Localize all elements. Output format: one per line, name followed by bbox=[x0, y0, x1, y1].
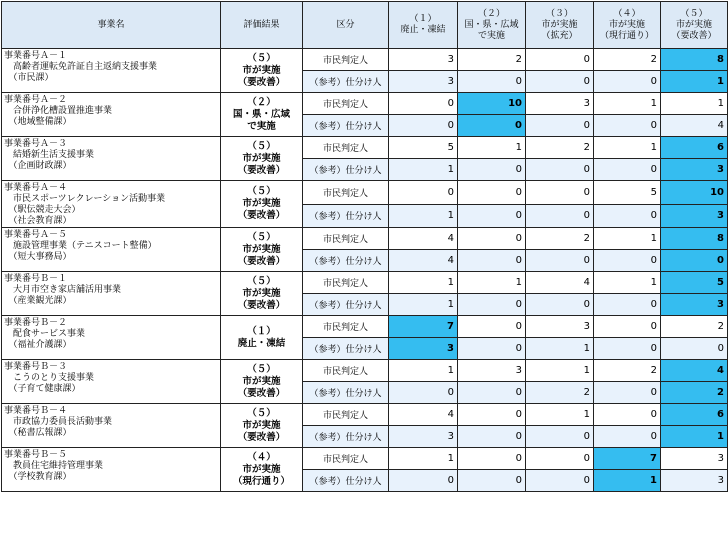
table-row-citizen bbox=[2, 316, 728, 338]
vote-count-reference: 0 bbox=[526, 71, 594, 93]
vote-count-citizen: 1 bbox=[458, 272, 526, 294]
vote-count-reference: 0 bbox=[389, 115, 458, 137]
project-name: 事業番号Ａ－５ 施設管理事業（テニスコート整備） （短大事務局） bbox=[2, 228, 221, 272]
vote-count-reference: 0 bbox=[458, 159, 526, 181]
vote-count-reference: 0 bbox=[526, 250, 594, 272]
vote-count-reference: 0 bbox=[594, 115, 661, 137]
table-header-row bbox=[2, 2, 728, 49]
category-citizen: 市民判定人 bbox=[303, 49, 389, 71]
project-name: 事業番号Ａ－３ 結婚新生活支援事業 （企画財政課） bbox=[2, 137, 221, 181]
vote-count-reference: 0 bbox=[389, 382, 458, 404]
evaluation-result: （４） 市が実施 （現行通り） bbox=[221, 448, 303, 492]
vote-count-citizen: 3 bbox=[389, 49, 458, 71]
vote-count-reference: 2 bbox=[526, 382, 594, 404]
category-reference: （参考）仕分け人 bbox=[303, 382, 389, 404]
table-row-citizen bbox=[2, 228, 728, 250]
vote-count-reference: 0 bbox=[594, 426, 661, 448]
evaluation-result: （５） 市が実施 （要改善） bbox=[221, 404, 303, 448]
category-reference: （参考）仕分け人 bbox=[303, 250, 389, 272]
vote-count-reference: 0 bbox=[458, 426, 526, 448]
evaluation-result: （５） 市が実施 （要改善） bbox=[221, 49, 303, 93]
vote-count-reference: 0 bbox=[458, 382, 526, 404]
project-name: 事業番号Ｂ－５ 教員住宅維持管理事業 （学校教育課） bbox=[2, 448, 221, 492]
vote-count-citizen: 4 bbox=[526, 272, 594, 294]
vote-count-citizen: 6 bbox=[661, 404, 728, 426]
vote-count-citizen: 2 bbox=[526, 137, 594, 159]
evaluation-result: （５） 市が実施 （要改善） bbox=[221, 360, 303, 404]
vote-count-reference: 3 bbox=[661, 470, 728, 492]
vote-count-citizen: 5 bbox=[661, 272, 728, 294]
vote-count-citizen: 2 bbox=[594, 49, 661, 71]
category-citizen: 市民判定人 bbox=[303, 448, 389, 470]
vote-count-citizen: 10 bbox=[661, 181, 728, 205]
vote-count-reference: 3 bbox=[661, 204, 728, 228]
vote-count-citizen: 0 bbox=[526, 49, 594, 71]
table-row-citizen bbox=[2, 360, 728, 382]
vote-count-citizen: 0 bbox=[458, 404, 526, 426]
vote-count-citizen: 4 bbox=[389, 404, 458, 426]
evaluation-result: （２） 国・県・広域 で実施 bbox=[221, 93, 303, 137]
vote-count-reference: 1 bbox=[389, 204, 458, 228]
vote-count-citizen: 7 bbox=[389, 316, 458, 338]
vote-count-reference: 0 bbox=[526, 470, 594, 492]
vote-count-citizen: 1 bbox=[526, 404, 594, 426]
vote-count-citizen: 1 bbox=[389, 448, 458, 470]
vote-count-reference: 4 bbox=[389, 250, 458, 272]
category-reference: （参考）仕分け人 bbox=[303, 470, 389, 492]
evaluation-result: （５） 市が実施 （要改善） bbox=[221, 228, 303, 272]
table-row-citizen bbox=[2, 93, 728, 115]
vote-count-citizen: 3 bbox=[526, 93, 594, 115]
header-result: 評価結果 bbox=[221, 2, 303, 49]
vote-count-reference: 0 bbox=[594, 338, 661, 360]
vote-count-reference: 3 bbox=[661, 159, 728, 181]
vote-count-reference: 0 bbox=[594, 382, 661, 404]
vote-count-citizen: 1 bbox=[458, 137, 526, 159]
category-reference: （参考）仕分け人 bbox=[303, 204, 389, 228]
vote-count-citizen: 10 bbox=[458, 93, 526, 115]
header-col-abolish: （１） 廃止・凍結 bbox=[389, 2, 458, 49]
vote-count-citizen: 0 bbox=[389, 181, 458, 205]
vote-count-citizen: 0 bbox=[458, 448, 526, 470]
table-row-citizen bbox=[2, 448, 728, 470]
vote-count-citizen: 5 bbox=[389, 137, 458, 159]
evaluation-result: （５） 市が実施 （要改善） bbox=[221, 181, 303, 228]
vote-count-reference: 0 bbox=[458, 250, 526, 272]
vote-count-reference: 1 bbox=[389, 159, 458, 181]
vote-count-citizen: 0 bbox=[594, 404, 661, 426]
vote-count-citizen: 7 bbox=[594, 448, 661, 470]
vote-count-reference: 0 bbox=[526, 204, 594, 228]
vote-count-citizen: 2 bbox=[594, 360, 661, 382]
vote-count-citizen: 3 bbox=[458, 360, 526, 382]
vote-count-citizen: 3 bbox=[661, 448, 728, 470]
vote-count-citizen: 8 bbox=[661, 49, 728, 71]
category-reference: （参考）仕分け人 bbox=[303, 115, 389, 137]
vote-count-citizen: 0 bbox=[458, 228, 526, 250]
vote-count-citizen: 1 bbox=[594, 272, 661, 294]
table-row-citizen bbox=[2, 272, 728, 294]
category-citizen: 市民判定人 bbox=[303, 93, 389, 115]
vote-count-citizen: 0 bbox=[526, 181, 594, 205]
project-name: 事業番号Ａ－２ 合併浄化槽設置推進事業 （地域整備課） bbox=[2, 93, 221, 137]
vote-count-reference: 2 bbox=[661, 382, 728, 404]
vote-count-reference: 0 bbox=[526, 426, 594, 448]
vote-count-reference: 0 bbox=[526, 115, 594, 137]
vote-count-reference: 0 bbox=[389, 470, 458, 492]
vote-count-reference: 0 bbox=[594, 159, 661, 181]
evaluation-table bbox=[1, 1, 728, 492]
vote-count-reference: 0 bbox=[458, 115, 526, 137]
vote-count-reference: 1 bbox=[661, 71, 728, 93]
vote-count-citizen: 0 bbox=[389, 93, 458, 115]
vote-count-reference: 0 bbox=[594, 204, 661, 228]
category-reference: （参考）仕分け人 bbox=[303, 294, 389, 316]
vote-count-reference: 1 bbox=[526, 338, 594, 360]
vote-count-citizen: 2 bbox=[661, 316, 728, 338]
project-name: 事業番号Ｂ－４ 市政協力委員長活動事業 （秘書広報課） bbox=[2, 404, 221, 448]
vote-count-citizen: 1 bbox=[389, 272, 458, 294]
category-citizen: 市民判定人 bbox=[303, 404, 389, 426]
vote-count-citizen: 1 bbox=[594, 93, 661, 115]
vote-count-citizen: 1 bbox=[594, 228, 661, 250]
header-category: 区分 bbox=[303, 2, 389, 49]
vote-count-citizen: 0 bbox=[458, 181, 526, 205]
vote-count-reference: 3 bbox=[389, 71, 458, 93]
vote-count-reference: 0 bbox=[458, 204, 526, 228]
vote-count-citizen: 1 bbox=[526, 360, 594, 382]
header-col-current: （４） 市が実施 （現行通り） bbox=[594, 2, 661, 49]
vote-count-reference: 0 bbox=[458, 338, 526, 360]
project-name: 事業番号Ｂ－２ 配食サービス事業 （福祉介護課） bbox=[2, 316, 221, 360]
vote-count-reference: 0 bbox=[526, 159, 594, 181]
vote-count-citizen: 4 bbox=[389, 228, 458, 250]
vote-count-reference: 0 bbox=[661, 338, 728, 360]
vote-count-citizen: 3 bbox=[526, 316, 594, 338]
vote-count-reference: 1 bbox=[661, 426, 728, 448]
vote-count-citizen: 2 bbox=[526, 228, 594, 250]
table-row-citizen bbox=[2, 137, 728, 159]
vote-count-reference: 0 bbox=[458, 470, 526, 492]
header-col-national: （２） 国・県・広域 で実施 bbox=[458, 2, 526, 49]
vote-count-reference: 3 bbox=[389, 338, 458, 360]
vote-count-reference: 0 bbox=[661, 250, 728, 272]
vote-count-citizen: 5 bbox=[594, 181, 661, 205]
category-citizen: 市民判定人 bbox=[303, 228, 389, 250]
vote-count-citizen: 1 bbox=[661, 93, 728, 115]
vote-count-citizen: 8 bbox=[661, 228, 728, 250]
vote-count-reference: 4 bbox=[661, 115, 728, 137]
project-name: 事業番号Ａ－４ 市民スポーツレクレーション活動事業 （駅伝競走大会） （社会教育課） bbox=[2, 181, 221, 228]
evaluation-result: （５） 市が実施 （要改善） bbox=[221, 137, 303, 181]
header-col-expand: （３） 市が実施 （拡充） bbox=[526, 2, 594, 49]
vote-count-reference: 3 bbox=[389, 426, 458, 448]
vote-count-citizen: 2 bbox=[458, 49, 526, 71]
project-name: 事業番号Ｂ－１ 大月市空き家店舗活用事業 （産業観光課） bbox=[2, 272, 221, 316]
vote-count-reference: 0 bbox=[594, 294, 661, 316]
category-reference: （参考）仕分け人 bbox=[303, 159, 389, 181]
vote-count-reference: 0 bbox=[458, 294, 526, 316]
project-name: 事業番号Ｂ－３ こうのとり支援事業 （子育て健康課） bbox=[2, 360, 221, 404]
category-reference: （参考）仕分け人 bbox=[303, 338, 389, 360]
vote-count-reference: 3 bbox=[661, 294, 728, 316]
vote-count-citizen: 0 bbox=[526, 448, 594, 470]
evaluation-result: （５） 市が実施 （要改善） bbox=[221, 272, 303, 316]
vote-count-reference: 0 bbox=[594, 250, 661, 272]
category-citizen: 市民判定人 bbox=[303, 181, 389, 205]
category-reference: （参考）仕分け人 bbox=[303, 71, 389, 93]
vote-count-citizen: 1 bbox=[389, 360, 458, 382]
table-row-citizen bbox=[2, 181, 728, 205]
category-reference: （参考）仕分け人 bbox=[303, 426, 389, 448]
vote-count-reference: 0 bbox=[458, 71, 526, 93]
vote-count-citizen: 0 bbox=[594, 316, 661, 338]
vote-count-citizen: 1 bbox=[594, 137, 661, 159]
vote-count-citizen: 0 bbox=[458, 316, 526, 338]
vote-count-reference: 0 bbox=[594, 71, 661, 93]
vote-count-reference: 1 bbox=[594, 470, 661, 492]
header-col-improve: （５） 市が実施 （要改善） bbox=[661, 2, 728, 49]
category-citizen: 市民判定人 bbox=[303, 272, 389, 294]
project-name: 事業番号Ａ－１ 高齢者運転免許証自主返納支援事業 （市民課） bbox=[2, 49, 221, 93]
header-project-name: 事業名 bbox=[2, 2, 221, 49]
vote-count-reference: 1 bbox=[389, 294, 458, 316]
table-row-citizen bbox=[2, 49, 728, 71]
vote-count-citizen: 4 bbox=[661, 360, 728, 382]
vote-count-citizen: 6 bbox=[661, 137, 728, 159]
vote-count-reference: 0 bbox=[526, 294, 594, 316]
category-citizen: 市民判定人 bbox=[303, 316, 389, 338]
table-row-citizen bbox=[2, 404, 728, 426]
category-citizen: 市民判定人 bbox=[303, 360, 389, 382]
category-citizen: 市民判定人 bbox=[303, 137, 389, 159]
evaluation-result: （１） 廃止・凍結 bbox=[221, 316, 303, 360]
